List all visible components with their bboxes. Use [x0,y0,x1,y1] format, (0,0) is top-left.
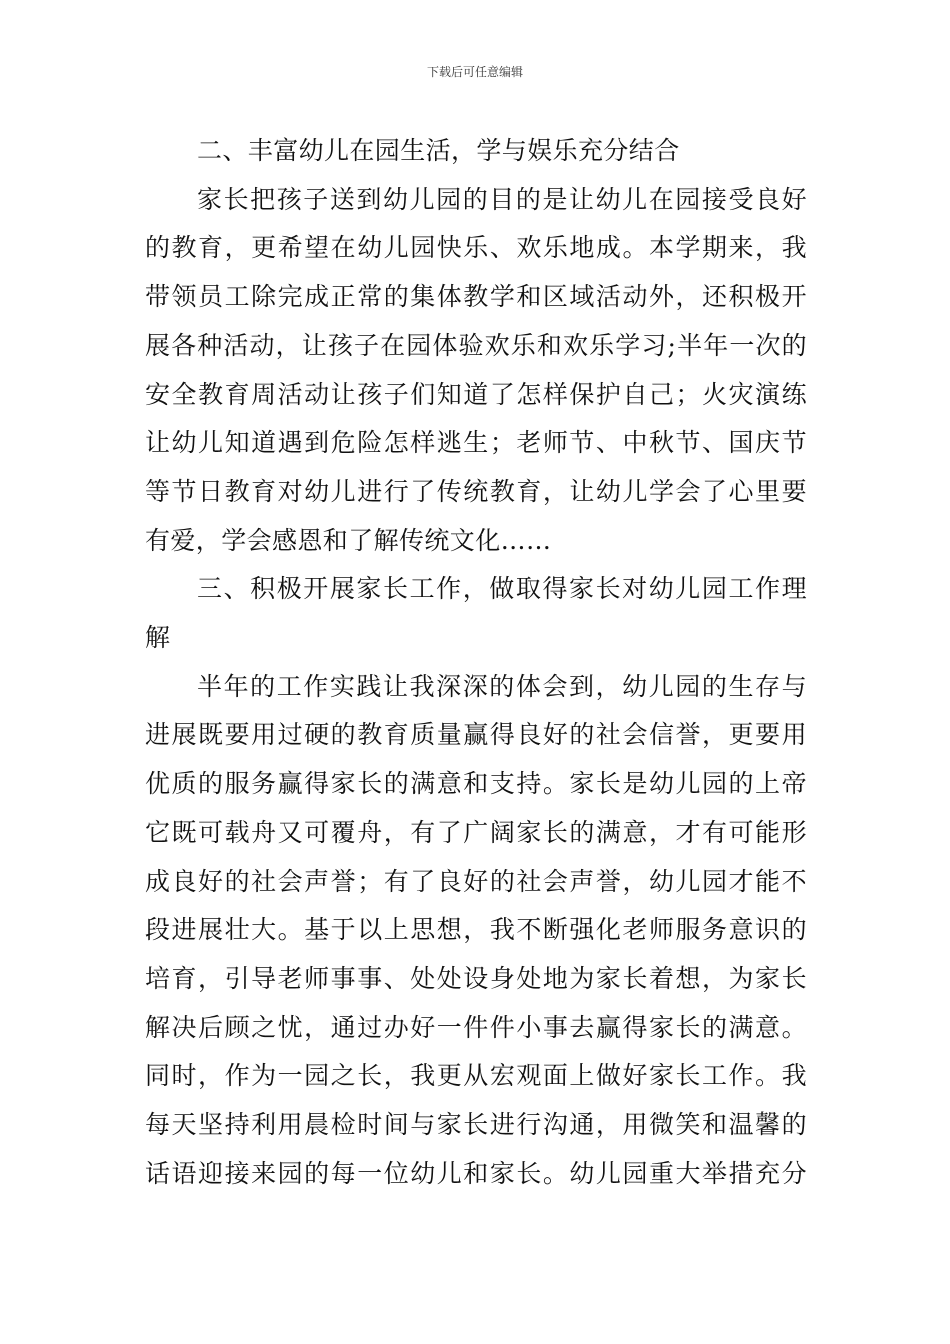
text-line: 安全教育周活动让孩子们知道了怎样保护自己；火灾演练 [145,379,807,409]
text-line: 段进展壮大。基于以上思想，我不断强化老师服务意识的 [145,915,807,945]
text-line: 培育，引导老师事事、处处设身处地为家长着想，为家长 [145,963,807,993]
text-line: 等节日教育对幼儿进行了传统教育，让幼儿学会了心里要 [145,476,807,506]
text-line: 二、丰富幼儿在园生活，学与娱乐充分结合 [197,136,680,165]
section-heading-3 [145,565,807,662]
text-line: 解决后顾之忧，通过办好一件件小事去赢得家长的满意。 [145,1012,807,1042]
text-line: 家长把孩子送到幼儿园的目的是让幼儿在园接受良好 [197,184,807,214]
text-line: 它既可载舟又可覆舟，有了广阔家长的满意，才有可能形 [145,817,807,847]
text-line: 成良好的社会声誉；有了良好的社会声誉，幼儿园才能不 [145,866,807,896]
document-body [145,127,807,1198]
text-line: 进展既要用过硬的教育质量赢得良好的社会信誉，更要用 [145,720,807,750]
text-line: 有爱，学会感恩和了解传统文化…… [145,525,552,555]
text-line: 的教育，更希望在幼儿园快乐、欢乐地成。本学期来，我 [145,233,807,263]
text-line: 让幼儿知道遇到危险怎样逃生；老师节、中秋节、国庆节 [145,428,807,458]
text-line: 话语迎接来园的每一位幼儿和家长。幼儿园重大举措充分 [145,1158,807,1188]
text-line: 每天坚持利用晨检时间与家长进行沟通，用微笑和温馨的 [145,1110,807,1140]
text-line: 展各种活动，让孩子在园体验欢乐和欢乐学习;半年一次的 [145,330,807,360]
section-heading-2 [145,127,807,176]
paragraph [145,176,807,566]
paragraph [145,663,807,1199]
text-line: 半年的工作实践让我深深的体会到，幼儿园的生存与 [197,671,807,701]
text-line: 解 [145,623,171,653]
text-line: 带领员工除完成正常的集体教学和区域活动外，还积极开 [145,282,807,312]
text-line: 优质的服务赢得家长的满意和支持。家长是幼儿园的上帝 [145,769,807,799]
text-line: 同时，作为一园之长，我更从宏观面上做好家长工作。我 [145,1061,807,1091]
text-line: 三、积极开展家长工作，做取得家长对幼儿园工作理 [197,574,807,604]
page-header-note: 下载后可任意编辑 [426,65,523,79]
